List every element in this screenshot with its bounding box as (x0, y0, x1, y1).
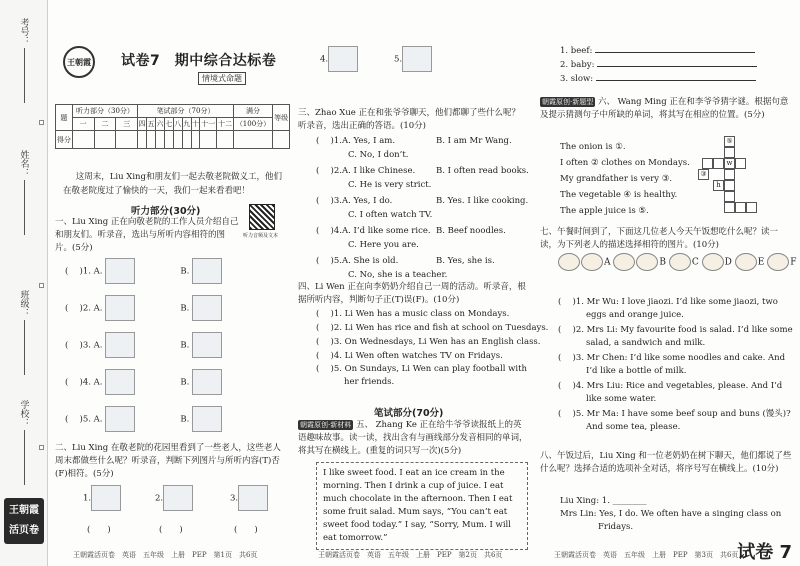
food-picture-icon (735, 253, 757, 271)
q2-item-4: 4. (320, 46, 358, 72)
binding-hole (39, 120, 44, 125)
picture-icon (328, 46, 358, 72)
q4-items (316, 307, 549, 389)
picture-icon (163, 485, 193, 511)
list-item: I often ② clothes on Mondays. (560, 158, 690, 168)
picture-icon (91, 485, 121, 511)
list-item: ( )3.A. Yes, I do. B. Yes. I like cooking. C. I often watch TV. (316, 196, 529, 220)
food-picture-icon (767, 253, 789, 271)
q6-prompt: 朝霞原创·新题型 六、 Wang Ming 正在和李爷爷猜字谜。根据句意及提示猜测句子中所缺的单词，将其写在相应的位置。(5分) (540, 97, 789, 120)
picture-icon (402, 46, 432, 72)
written-title: 笔试部分(70分) (374, 408, 444, 419)
q5-prompt: 朝霞原创·新材料 五、 Zhang Ke 正在给牛爷爷读报纸上的英语趣味故事。读一读，找出含有与画线部分发音相同的单词，将其写在横线上。(重复的词只写一次)(5分) (298, 420, 528, 456)
q4-prompt: 四、Li Wen 正在向李奶奶介绍自己一周的活动。听录音，根据所听内容，判断句子正(T)误(F)。(10分) (298, 282, 526, 305)
exam-no-field: 考号： (0, 18, 48, 103)
score-table (55, 104, 290, 149)
food-picture-icon (581, 253, 603, 271)
q1-items (65, 258, 285, 443)
list-item: The vegetable ④ is healthy. (560, 190, 678, 200)
list-item: ( )3. A. B. (65, 332, 285, 369)
picture-icon (105, 406, 135, 432)
answer-line[interactable]: 2. baby: (560, 58, 790, 72)
intro-text: 这周末，Liu Xing和朋友们一起去敬老院做义工，他们在敬老院度过了愉快的一天，我们一起来看看吧！ (63, 172, 282, 196)
column-2 (298, 0, 549, 566)
picture-icon (105, 258, 135, 284)
list-item: ( )1. Mr Wu: I love jiaozi. I’d like some jiaozi, two eggs and orange juice. (558, 297, 778, 320)
q2-prompt: 二、Liu Xing 在敬老院的花园里看到了一些老人，这些老人周末都做些什么呢？听录音，判断下列图片与所听内容(T)否(F)相符。(5分) (55, 443, 281, 479)
table-row: 得分 (56, 131, 290, 149)
list-item: ( )5. Mr Ma: I have some beef soup and buns (馒头)? And some tea, please. (558, 409, 791, 432)
list-item: ( )4. Mrs Liu: Rice and vegetables, please. And I’d like some water. (558, 381, 783, 404)
qr-label: 听力音频及文本 (243, 233, 279, 239)
page-footer: 王朝霞活页卷 英语 五年级 上册 PEP 第3页 共6页 (554, 551, 739, 559)
school-field: 学校： (0, 400, 48, 485)
list-item: My grandfather is very ③. (560, 174, 673, 184)
list-item: ( )4. A. B. (65, 369, 285, 406)
story-box: I like sweet food. I eat an ice cream in the morning. Then I drink a cup of juice. I eat much chocolate in the afternoon. Then I eat some fruit salad. Mum says, “You can’t eat sweet food today.” I say, “Sorry, Mum. I will eat tomorrow.” (316, 462, 528, 550)
list-item: ( )5. On Sundays, Li Wen can play football with her friends. (316, 364, 528, 387)
q3-items (316, 134, 528, 284)
list-item: ( )4. Li Wen often watches TV on Fridays. (316, 351, 503, 361)
crossword-grid: ⑤ w ③ h (672, 136, 752, 216)
list-item: ( )1. A. B. (65, 258, 285, 295)
food-pictures: A B C D E F (558, 253, 794, 271)
picture-icon (192, 332, 222, 358)
q2-item-5: 5. (394, 46, 432, 72)
name-field: 姓名： (0, 150, 48, 235)
page-footer: 王朝霞活页卷 英语 五年级 上册 PEP 第1页 共6页 (73, 551, 258, 559)
q5-answer-lines (560, 44, 790, 86)
answer-line[interactable]: 1. beef: (560, 44, 790, 58)
picture-icon (105, 332, 135, 358)
list-item: ( )2. Li Wen has rice and fish at school on Tuesdays. (316, 323, 549, 333)
picture-icon (192, 369, 222, 395)
column-3 (540, 0, 796, 566)
page-badge: 试卷 7 (737, 542, 792, 563)
food-picture-icon (558, 253, 580, 271)
picture-icon (192, 258, 222, 284)
subtitle-badge: 情境式命题 (198, 72, 246, 85)
answer-blank[interactable]: ( ) (159, 525, 183, 535)
dialog-line: Mrs Lin: Yes, I do. We often have a singing class on Fridays. (560, 509, 782, 532)
table-row: 一 二 三 四 五 六 七 八 九 十 十一 十二 （100分） (56, 118, 290, 131)
table-row: 题 听力部分（30分） 笔试部分（70分） 满分 等级 (56, 105, 290, 118)
listening-title: 听力部分(30分) (131, 206, 201, 217)
binding-hole (39, 445, 44, 450)
q2-item-1: 1. (83, 485, 121, 511)
answer-blank[interactable]: ( ) (87, 525, 111, 535)
class-field: 班级： (0, 290, 48, 375)
food-picture-icon (636, 253, 658, 271)
q7-items (558, 296, 794, 434)
list-item: ( )5. A. B. (65, 406, 285, 443)
list-item: ( )4.A. I’d like some rice. B. Beef noodles. C. Here you are. (316, 226, 506, 250)
title-row (55, 44, 290, 84)
page-footer: 王朝霞活页卷 英语 五年级 上册 PEP 第2页 共6页 (318, 551, 503, 559)
qr-code (249, 204, 275, 230)
q6-tag: 朝霞原创·新题型 (542, 98, 594, 106)
binding-hole (39, 283, 44, 288)
list-item: The apple juice is ⑤. (560, 206, 649, 216)
list-item: ( )1. Li Wen has a music class on Mondays. (316, 309, 510, 319)
food-picture-icon (669, 253, 691, 271)
q3-prompt: 三、Zhao Xue 正在和张爷爷聊天，他们都聊了些什么呢？听录音，选出正确的答语。(10分) (298, 108, 521, 131)
picture-icon (192, 295, 222, 321)
q2-item-2: 2. (155, 485, 193, 511)
picture-icon (238, 485, 268, 511)
picture-icon (105, 369, 135, 395)
binding-strip (0, 0, 48, 566)
list-item: ( )3. On Wednesdays, Li Wen has an English class. (316, 337, 541, 347)
column-1 (55, 0, 290, 566)
list-item: ( )2. Mrs Li: My favourite food is salad. I’d like some salad, a sandwich and milk. (558, 325, 793, 348)
q8-prompt: 八、午饭过后，Liu Xing 和一位老奶奶在树下聊天，他们都说了些什么呢？选择合适的选项补全对话，将序号写在横线上。(10分) (540, 451, 792, 474)
list-item: ( )5.A. She is old. B. Yes, she is. C. No, she is a teacher. (316, 256, 495, 280)
list-item: ( )2. A. B. (65, 295, 285, 332)
q7-prompt: 七、午餐时间到了，下面这几位老人今天午饭想吃什么呢？读一读，为下列老人的描述选择相符的图片。(10分) (540, 227, 779, 250)
picture-icon (192, 406, 222, 432)
food-picture-icon (613, 253, 635, 271)
picture-icon (105, 295, 135, 321)
dialog-line[interactable]: Liu Xing: 1. ________ (560, 496, 647, 506)
q2-item-3: 3. (230, 485, 268, 511)
page-title: 试卷7 期中综合达标卷 (121, 53, 277, 69)
list-item: The onion is ①. (560, 142, 626, 152)
list-item: ( )1.A. Yes, I am. B. I am Mr Wang. C. No, I don’t. (316, 136, 512, 160)
answer-blank[interactable]: ( ) (234, 525, 258, 535)
food-picture-icon (702, 253, 724, 271)
q8-dialog (560, 494, 794, 534)
list-item: ( )3. Mr Chen: I’d like some noodles and cake. And I’d like a bottle of milk. (558, 353, 786, 376)
q1-prompt: 一、Liu Xing 正在向敬老院的工作人员介绍自己和朋友们。听录音，选出与所听内容相符的图片。(5分) (55, 217, 239, 253)
list-item: ( )2.A. I like Chinese. B. I often read books. C. He is very strict. (316, 166, 529, 190)
brand-logo: 王朝霞 活页卷 (4, 498, 44, 544)
q5-tag: 朝霞原创·新材料 (300, 421, 352, 429)
answer-line[interactable]: 3. slow: (560, 72, 790, 86)
publisher-logo: 王朝霞 (63, 46, 95, 78)
